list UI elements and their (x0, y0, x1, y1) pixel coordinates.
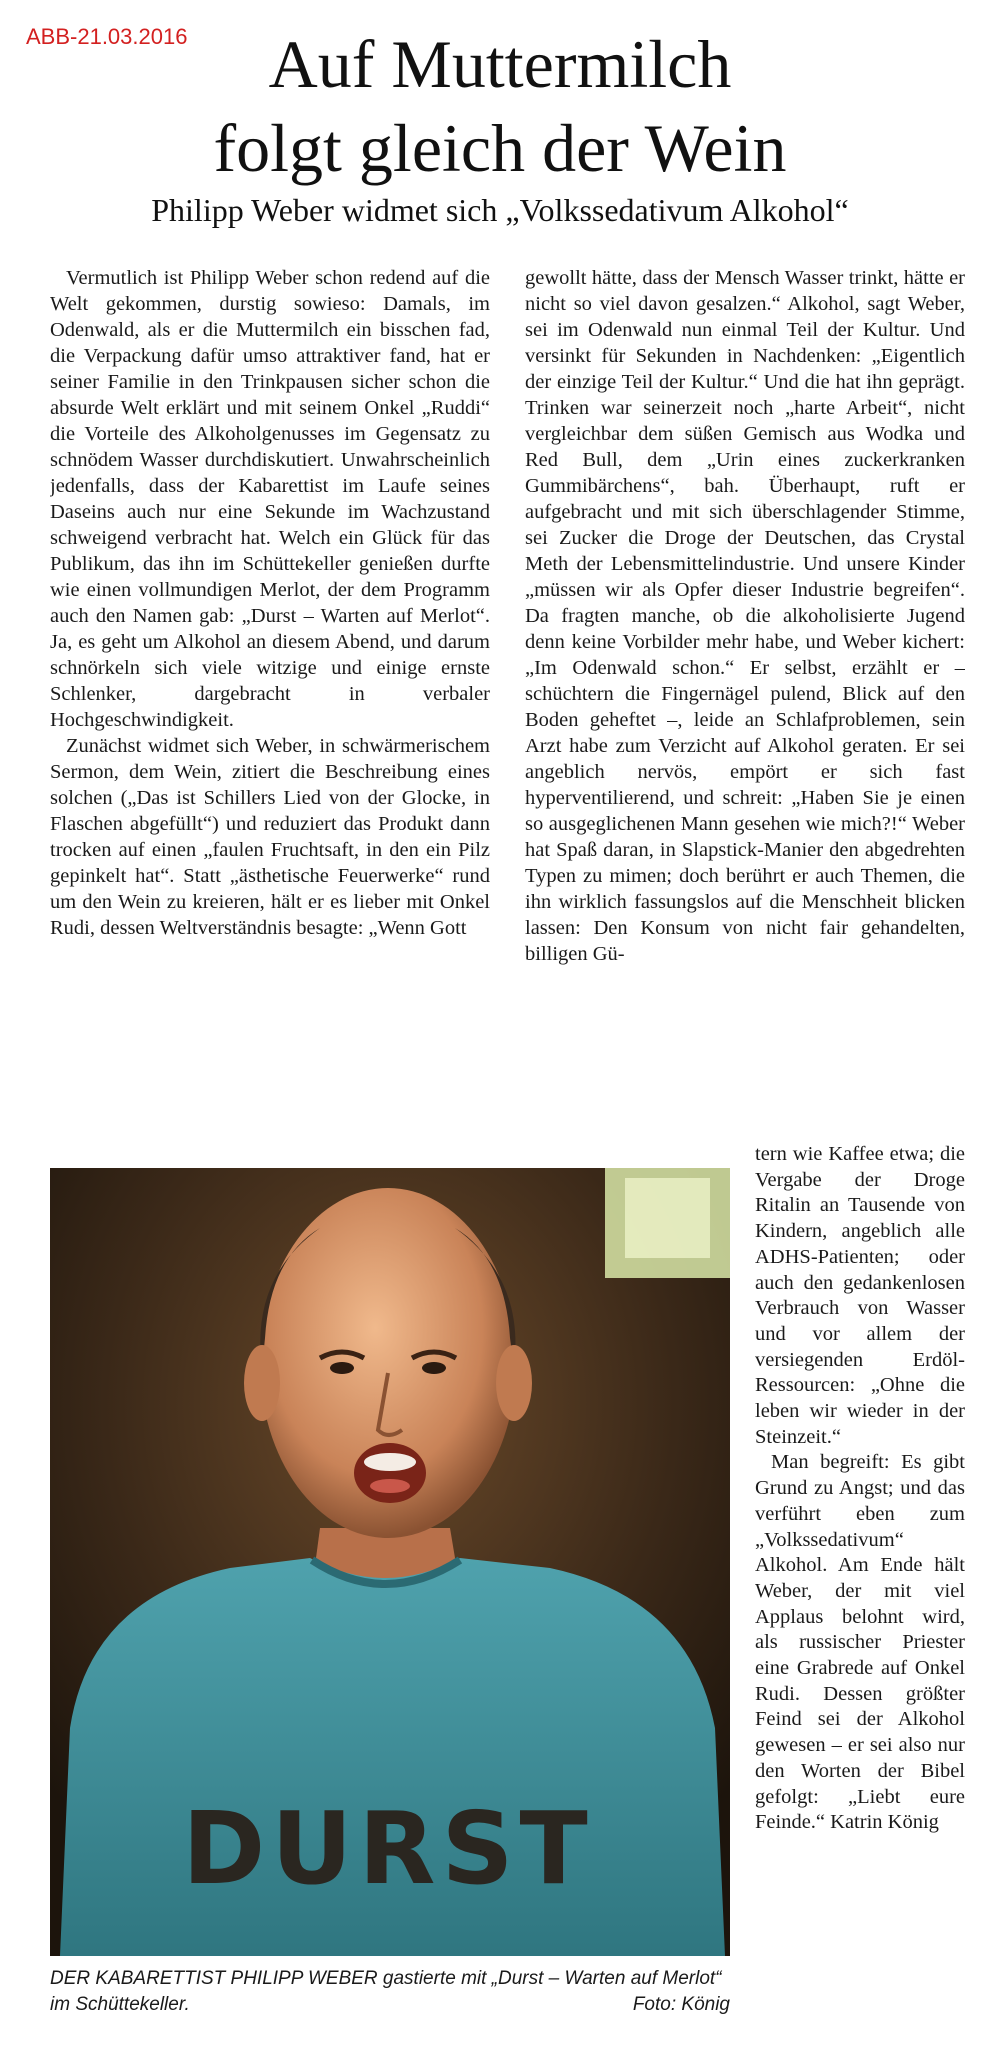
headline (0, 22, 1000, 190)
article-column-3 (755, 1142, 965, 2027)
article-paragraph: tern wie Kaffee etwa; die Vergabe der Droge Ritalin an Tausende von Kindern, angeblich alle ADHS-Patienten; oder auch den gedankenlosen Verbrauch von Wasser und vor allem der versiegenden Erdöl-Ressourcen: „Ohne die leben wir wieder in der Steinzeit.“ (755, 1143, 965, 1448)
author-name: Katrin König (830, 1811, 939, 1834)
photo-credit: Foto: König (632, 1994, 730, 2015)
article-paragraph: Zunächst widmet sich Weber, in schwärmerischem Sermon, dem Wein, zitiert die Beschreibung eines solchen („Das ist Schillers Lied von der Glocke, in Flaschen abgefüllt“) und reduziert das Produkt dann trocken auf einen „faulen Fruchtsaft, in den ein Pilz gepinkelt hat“. Statt „ästhetische Feuerwerke“ rund um den Wein zu kreieren, hält er es lieber mit Onkel Rudi, dessen Weltverständnis besagte: „Wenn Gott (50, 735, 490, 939)
subheadline: Philipp Weber widmet sich „Volkssedativum Alkohol“ (151, 192, 849, 228)
article-paragraph-text: Man begreift: Es gibt Grund zu Angst; und das verführt eben zum „Volkssedativum“ Alkohol. Am Ende hält Weber, der mit viel Applaus belohnt wird, als russischer Priester eine Grabrede auf Onkel Rudi. Dessen größter Feind sei der Alkohol gewesen – er sei also nur den Worten der Bibel gefolgt: „Liebt eure Feinde.“ (755, 1451, 965, 1834)
headline-line-2: folgt gleich der Wein (213, 110, 787, 186)
caption-text: DER KABARETTIST PHILIPP WEBER gastierte mit „Durst – Warten auf Merlot“ im Schüttekeller. (50, 1968, 722, 2015)
article-column-1 (50, 265, 490, 1145)
article-paragraph: Vermutlich ist Philipp Weber schon redend auf die Welt gekommen, durstig sowieso: Damals, im Odenwald, als er die Muttermilch ein bisschen fad, die Verpackung dafür umso attraktiver fand, hat er seiner Familie in den Trinkpausen sicher schon die absurde Welt erklärt und mit seinem Onkel „Ruddi“ die Vorteile des Alkoholgenusses im Gegensatz zu schnödem Wasser durchdiskutiert. Unwahrscheinlich jedenfalls, dass der Kabarettist im Laufe seines Daseins auch nur eine Sekunde im Wachzustand schweigend verbracht hat. Welch ein Glück für das Publikum, das ihn im Schüttekeller genießen durfte wie einen vollmundigen Merlot, der dem Programm auch den Namen gab: „Durst – Warten auf Merlot“. Ja, es geht um Alkohol an diesem Abend, und darum schnörkeln sich viele witzige und einige ernste Schlenker, dargebracht in verbaler Hochgeschwindigkeit. (50, 267, 490, 731)
photo-caption (50, 1966, 730, 2018)
article-column-2 (525, 265, 965, 1155)
article-photo (50, 1168, 730, 1956)
article-paragraph: gewollt hätte, dass der Mensch Wasser trinkt, hätte er nicht so viel davon gesalzen.“ Alkohol, sagt Weber, sei im Odenwald nun einmal Teil der Kultur. Und versinkt für Sekunden in Nachdenken: „Eigentlich der einzige Teil der Kultur.“ Und die hat ihn geprägt. Trinken war seinerzeit noch „harte Arbeit“, nicht vergleichbar dem süßen Gemisch aus Wodka und Red Bull, dem „Urin eines zuckerkranken Gummibärchens“, bah. Überhaupt, ruft er aufgebracht und mit sich überschlagender Stimme, sei Zucker die Droge der Deutschen, das Crystal Meth der Lebensmittelindustrie. Und unsere Kinder „müssen wir als Opfer dieser Industrie begreifen“. Da fragten manche, ob die alkoholisierte Jugend denn keine Vorbilder mehr habe, und Weber kichert: „Im Odenwald schon.“ Er selbst, erzählt er – schüchtern die Fingernägel pulend, Blick auf den Boden geheftet –, leide an Schlafproblemen, sein Arzt habe zum Verzicht auf Alkohol geraten. Er sei angeblich nervös, empört er sich fast hyperventilierend, und schreit: „Haben Sie je einen so ausgeglichenen Mann gesehen wie mich?!“ Weber hat Spaß daran, in Slapstick-Manier den abgedrehten Typen zu mimen; doch berührt er auch Themen, die ihn wirklich fassungslos auf die Menschheit blicken lassen: Den Konsum von nicht fair gehandelten, billigen Gü- (525, 267, 965, 965)
photo-illustration (50, 1168, 730, 1956)
article-paragraph (755, 1450, 965, 1836)
shirt-lettering: DURST (182, 1790, 594, 1907)
source-date-tag: ABB-21.03.2016 (26, 24, 188, 49)
headline-line-1: Auf Muttermilch (268, 26, 732, 102)
